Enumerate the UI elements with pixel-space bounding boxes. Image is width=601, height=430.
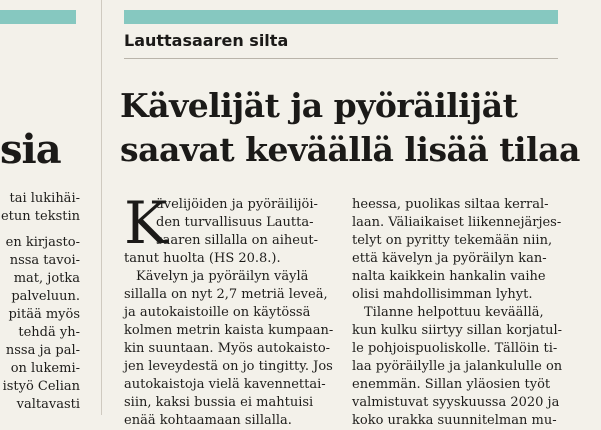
dropcap-paragraph-start <box>124 189 334 257</box>
body-line: että kävelyn ja pyöräilyn kan- <box>352 251 547 266</box>
body-line: autokaistoja vielä kavennettai- <box>124 377 326 392</box>
body-line: ja autokaistoille on käytössä <box>124 305 311 320</box>
body-line: olisi mahdollisimman lyhyt. <box>352 287 533 302</box>
body-line: mat, jotka <box>13 271 80 286</box>
article-column-1 <box>124 189 334 430</box>
body-line: nssa ja pal- <box>5 343 80 358</box>
body-line: siin, kaksi bussia ei mahtuisi <box>124 395 314 410</box>
body-line: nalta kaikkein hankalin vaihe <box>352 269 546 284</box>
body-line: telyt on pyritty tekemään niin, <box>352 233 553 248</box>
body-line: kun kulku siirtyy sillan korjatul- <box>352 323 563 338</box>
previous-article-headline: sia <box>0 126 61 173</box>
body-line: le pohjoispuoliskolle. Tällöin ti- <box>352 341 558 356</box>
dropcap-letter: K <box>124 189 168 257</box>
previous-article-color-bar <box>0 10 76 24</box>
body-line: laan. Väliaikaiset liikennejärjes- <box>352 215 562 230</box>
body-line: enää kohtaamaan sillalla. <box>124 413 292 428</box>
body-line: istyö Celian <box>2 379 80 394</box>
body-line: den turvallisuus Lautta- <box>156 215 314 230</box>
body-line: laa pyöräilylle ja jalankululle on <box>352 359 563 374</box>
body-line: etun tekstin <box>0 209 80 224</box>
body-line: pitää myös <box>8 307 80 322</box>
article-headline <box>120 84 590 172</box>
body-line: jen leveydestä on jo tingitty. Jos <box>124 359 333 374</box>
body-line: palveluun. <box>11 289 80 304</box>
kicker-divider <box>124 58 558 59</box>
previous-article-body <box>0 190 80 414</box>
body-line: valmistuvat syyskuussa 2020 ja <box>352 395 560 410</box>
body-line: heessa, puolikas siltaa kerral- <box>352 197 549 212</box>
body-line: tai lukihäi- <box>9 191 80 206</box>
body-line: koko urakka suunnitelman mu- <box>352 413 557 428</box>
headline-line: Kävelijät ja pyöräilijät <box>120 86 518 125</box>
body-line: saaren sillalla on aiheut- <box>156 233 318 248</box>
body-line: sillalla on nyt 2,7 metriä leveä, <box>124 287 328 302</box>
body-line: Kävelyn ja pyöräilyn väylä <box>136 269 309 284</box>
article-kicker: Lauttasaaren silta <box>124 31 289 50</box>
headline-line: saavat keväällä lisää tilaa <box>120 130 580 169</box>
previous-article-fragment <box>0 0 92 415</box>
article-column-2 <box>352 196 572 430</box>
body-line: kolmen metrin kaista kumpaan- <box>124 323 334 338</box>
body-line: enemmän. Sillan yläosien työt <box>352 377 551 392</box>
body-line: valtavasti <box>16 397 80 412</box>
paragraph-gap <box>0 226 80 234</box>
body-line: ävelijöiden ja pyöräilijöi- <box>156 197 318 212</box>
body-line: en kirjasto- <box>5 235 80 250</box>
body-line: Tilanne helpottuu keväällä, <box>364 305 544 320</box>
section-color-bar <box>124 10 558 24</box>
body-line: nssa tavoi- <box>9 253 80 268</box>
column-divider <box>101 0 102 415</box>
body-line: kin suuntaan. Myös autokaisto- <box>124 341 331 356</box>
body-line: tehdä yh- <box>18 325 80 340</box>
body-line: on lukemi- <box>10 361 80 376</box>
body-line: tanut huolta (HS 20.8.). <box>124 251 281 266</box>
